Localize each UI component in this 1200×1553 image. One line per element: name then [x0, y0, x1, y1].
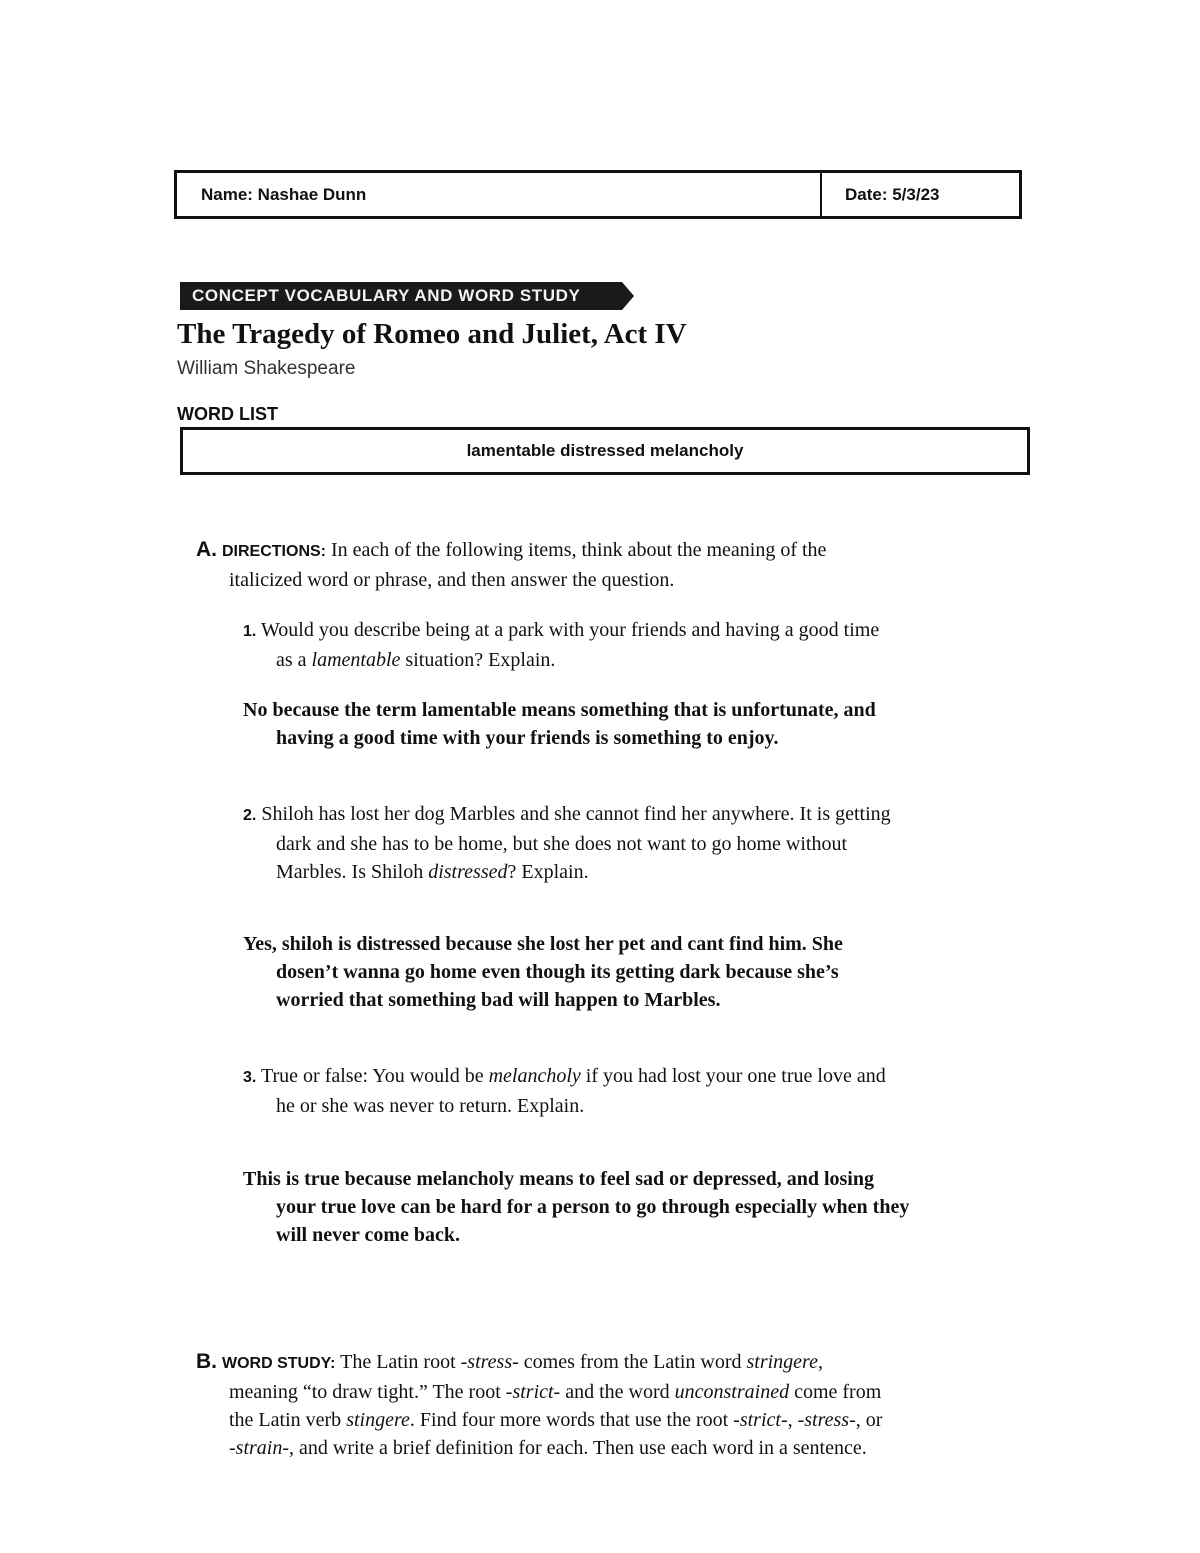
word-study-text: the Latin verb — [229, 1409, 347, 1431]
vocab-word: lamentable — [311, 649, 401, 671]
word-list-words: lamentable distressed melancholy — [466, 441, 744, 460]
word-study-text: comes from the Latin word — [518, 1351, 747, 1373]
question-text: Marbles. Is Shiloh — [276, 861, 429, 883]
answer-text: This is true because melancholy means to feel sad or depressed, and losing — [243, 1168, 874, 1190]
question-text: Shiloh has lost her dog Marbles and she cannot find her anywhere. It is getting — [256, 803, 891, 825]
answer-text: having a good time with your friends is something to enjoy. — [276, 727, 779, 749]
banner-arrow-icon — [622, 282, 634, 310]
word-study-text: come from — [789, 1381, 882, 1403]
date-field: Date: 5/3/23 — [845, 185, 940, 204]
word-study-text: . Find four more words that use the root — [409, 1409, 734, 1431]
latin-root: -strict- — [505, 1381, 561, 1403]
section-banner: CONCEPT VOCABULARY AND WORD STUDY — [180, 282, 622, 310]
directions-label: DIRECTIONS: — [222, 543, 326, 560]
directions-text-2: italicized word or phrase, and then answer the question. — [229, 569, 675, 591]
latin-root: -strict- — [733, 1409, 788, 1431]
word-study-label: WORD STUDY: — [222, 1355, 336, 1372]
word-list-label: WORD LIST — [177, 404, 278, 424]
latin-root: -stress- — [460, 1351, 519, 1373]
question-number: 2. — [243, 807, 257, 824]
question-text: True or false: You would be — [256, 1065, 489, 1087]
word-study-text: , — [787, 1409, 798, 1431]
name-field: Name: Nashae Dunn — [201, 185, 367, 204]
answer-text: dosen’t wanna go home even though its getting dark because she’s — [276, 961, 839, 983]
question-text: ? Explain. — [507, 861, 589, 883]
vocab-word: distressed — [428, 861, 508, 883]
question-text: Would you describe being at a park with your friends and having a good time — [256, 619, 880, 641]
section-b-letter: B. — [196, 1350, 217, 1373]
directions-text-1: In each of the following items, think about the meaning of the — [326, 539, 827, 561]
latin-root: -strain- — [229, 1437, 289, 1459]
answer-text: Yes, shiloh is distressed because she lost her pet and cant find him. She — [243, 933, 843, 955]
name-date-box — [174, 170, 1022, 219]
answer-text: worried that something bad will happen to Marbles. — [276, 989, 721, 1011]
word-list-box — [180, 427, 1030, 475]
word-study-text: , and write a brief definition for each. Then use each word in a sentence. — [289, 1437, 867, 1459]
author: William Shakespeare — [177, 358, 356, 379]
question-1 — [243, 616, 1013, 674]
word-study-text: , — [817, 1351, 823, 1373]
answer-1 — [243, 696, 1023, 752]
question-3 — [243, 1062, 1023, 1120]
word-study-text: and the word — [560, 1381, 675, 1403]
word-study-text: meaning “to draw tight.” The root — [229, 1381, 506, 1403]
latin-root: -stress- — [797, 1409, 856, 1431]
vocab-word: melancholy — [488, 1065, 581, 1087]
name-date-divider — [820, 173, 822, 216]
question-number: 3. — [243, 1069, 257, 1086]
section-a-letter: A. — [196, 538, 217, 561]
answer-2 — [243, 930, 1023, 1014]
question-2 — [243, 800, 1023, 886]
question-text: situation? Explain. — [400, 649, 556, 671]
answer-text: No because the term lamentable means something that is unfortunate, and — [243, 699, 876, 721]
answer-text: your true love can be hard for a person to go through especially when they — [276, 1196, 910, 1218]
latin-word: stingere — [346, 1409, 410, 1431]
question-text: if you had lost your one true love and — [580, 1065, 886, 1087]
section-b-word-study — [196, 1348, 1026, 1462]
answer-text: will never come back. — [276, 1224, 461, 1246]
question-text: he or she was never to return. Explain. — [276, 1095, 585, 1117]
answer-3 — [243, 1165, 1043, 1249]
question-number: 1. — [243, 623, 257, 640]
latin-word: stringere — [746, 1351, 818, 1373]
question-text: dark and she has to be home, but she does not want to go home without — [276, 833, 848, 855]
latin-word: unconstrained — [674, 1381, 790, 1403]
question-text: as a — [276, 649, 312, 671]
page-title: The Tragedy of Romeo and Juliet, Act IV — [177, 318, 687, 350]
word-study-text: The Latin root — [335, 1351, 461, 1373]
section-a-directions — [196, 536, 976, 594]
word-study-text: , or — [855, 1409, 883, 1431]
